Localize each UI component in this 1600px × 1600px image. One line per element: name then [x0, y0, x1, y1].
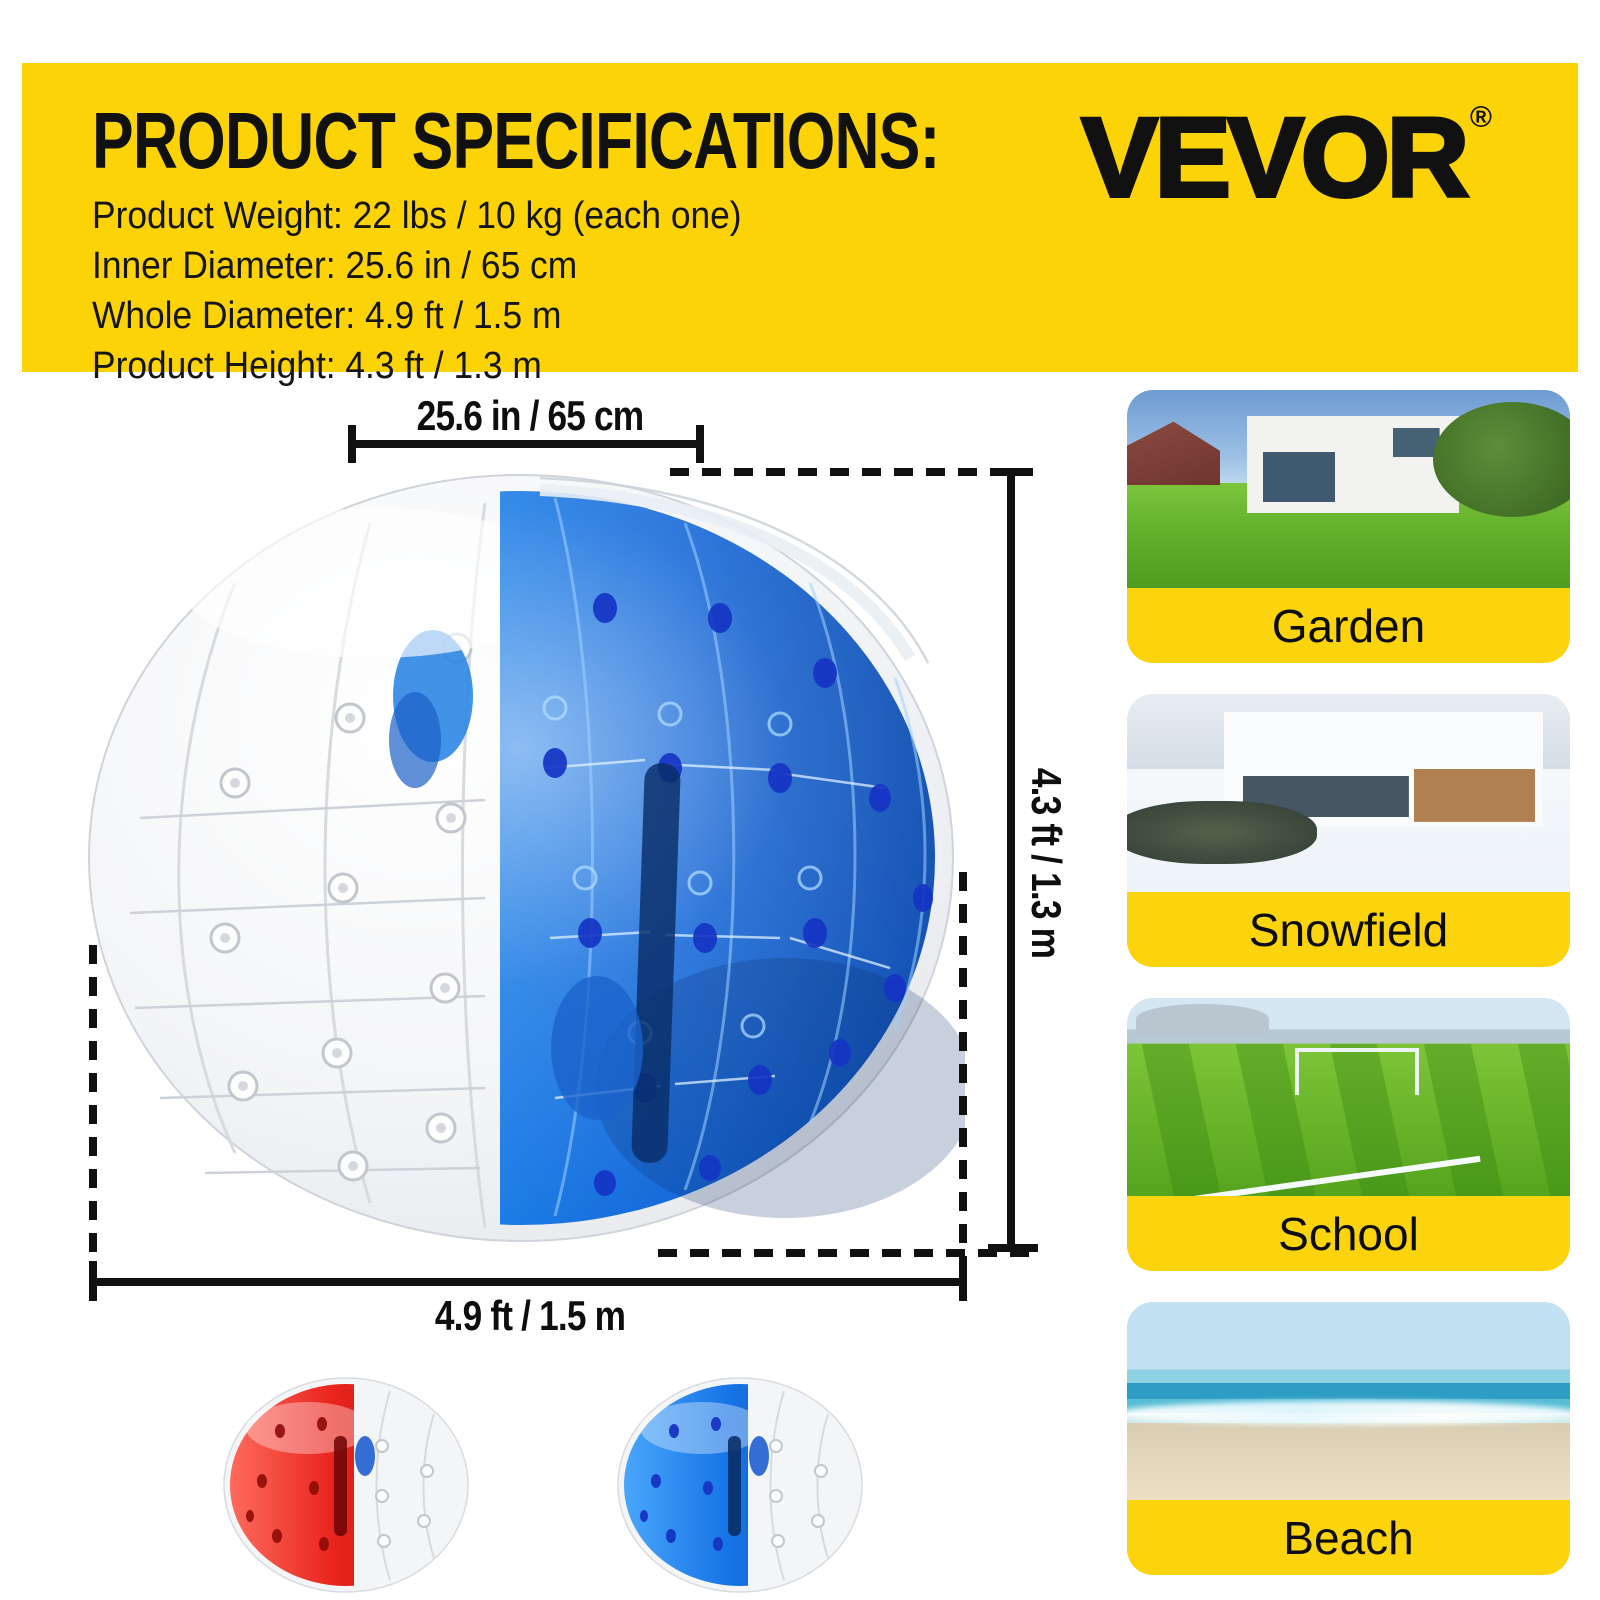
- height-dimension-line: [1007, 470, 1015, 1250]
- scene-label: Snowfield: [1248, 903, 1449, 956]
- school-scene-art: [1127, 998, 1570, 1196]
- whole-diameter-tick-right: [959, 1261, 967, 1301]
- scene-card-school: [1127, 998, 1570, 1271]
- brand-wordmark: VEVOR: [1081, 95, 1466, 220]
- snowfield-bush: [1127, 801, 1317, 864]
- school-field-line: [1127, 1156, 1480, 1196]
- garden-photo: [1127, 390, 1570, 588]
- spec-weight: Product Weight: 22 lbs / 10 kg (each one): [92, 195, 742, 237]
- brand-logo: [1081, 93, 1492, 222]
- blue-white-ball-image: [616, 1376, 864, 1594]
- bumper-ball-product-image: [85, 468, 965, 1248]
- whole-diameter-line: [89, 1278, 967, 1286]
- whole-diameter-label: 4.9 ft / 1.5 m: [434, 1292, 626, 1339]
- garden-house: [1247, 416, 1460, 513]
- scene-label: School: [1278, 1207, 1419, 1260]
- scene-label-band: [1127, 588, 1570, 663]
- scene-label: Garden: [1271, 599, 1426, 652]
- inner-diameter-tick-left: [348, 425, 356, 463]
- scene-label-band: [1127, 892, 1570, 967]
- banner-title: PRODUCT SPECIFICATIONS:: [92, 96, 940, 185]
- red-white-ball-art: [222, 1376, 470, 1594]
- whole-diameter-tick-left: [89, 1261, 97, 1301]
- scene-card-garden: [1127, 390, 1570, 663]
- scene-label: Beach: [1283, 1511, 1414, 1564]
- snowfield-scene-art: [1127, 694, 1570, 892]
- bumper-ball-art: [85, 468, 965, 1248]
- inner-diameter-tick-right: [696, 425, 704, 463]
- whole-diameter-extension-right: [959, 872, 967, 1262]
- blue-white-ball-art: [616, 1376, 864, 1594]
- spec-whole-diameter: Whole Diameter: 4.9 ft / 1.5 m: [92, 295, 562, 337]
- red-white-ball-image: [222, 1376, 470, 1594]
- height-extension-line-bottom: [658, 1249, 1030, 1257]
- scene-card-snowfield: [1127, 694, 1570, 967]
- school-photo: [1127, 998, 1570, 1196]
- usage-scene-list: [1127, 390, 1570, 1575]
- beach-scene-art: [1127, 1302, 1570, 1500]
- scene-label-band: [1127, 1500, 1570, 1575]
- beach-photo: [1127, 1302, 1570, 1500]
- inner-diameter-label: 25.6 in / 65 cm: [416, 392, 644, 439]
- spec-height: Product Height: 4.3 ft / 1.3 m: [92, 345, 542, 387]
- beach-surf-foam: [1127, 1401, 1570, 1425]
- height-extension-line-top: [670, 468, 1028, 476]
- garden-neighbor-roof: [1127, 422, 1220, 485]
- school-stadium-dome: [1136, 1004, 1269, 1034]
- spec-list: [92, 191, 742, 391]
- scene-label-band: [1127, 1196, 1570, 1271]
- snowfield-photo: [1127, 694, 1570, 892]
- height-label: 4.3 ft / 1.3 m: [1023, 767, 1070, 959]
- garden-scene-art: [1127, 390, 1570, 588]
- spec-inner-diameter: Inner Diameter: 25.6 in / 65 cm: [92, 245, 578, 287]
- registered-trademark-icon: ®: [1469, 101, 1492, 134]
- school-soccer-goal: [1295, 1048, 1418, 1096]
- spec-banner: [22, 63, 1578, 387]
- whole-diameter-extension-left: [89, 945, 97, 1297]
- scene-card-beach: [1127, 1302, 1570, 1575]
- inner-diameter-line: [348, 440, 704, 448]
